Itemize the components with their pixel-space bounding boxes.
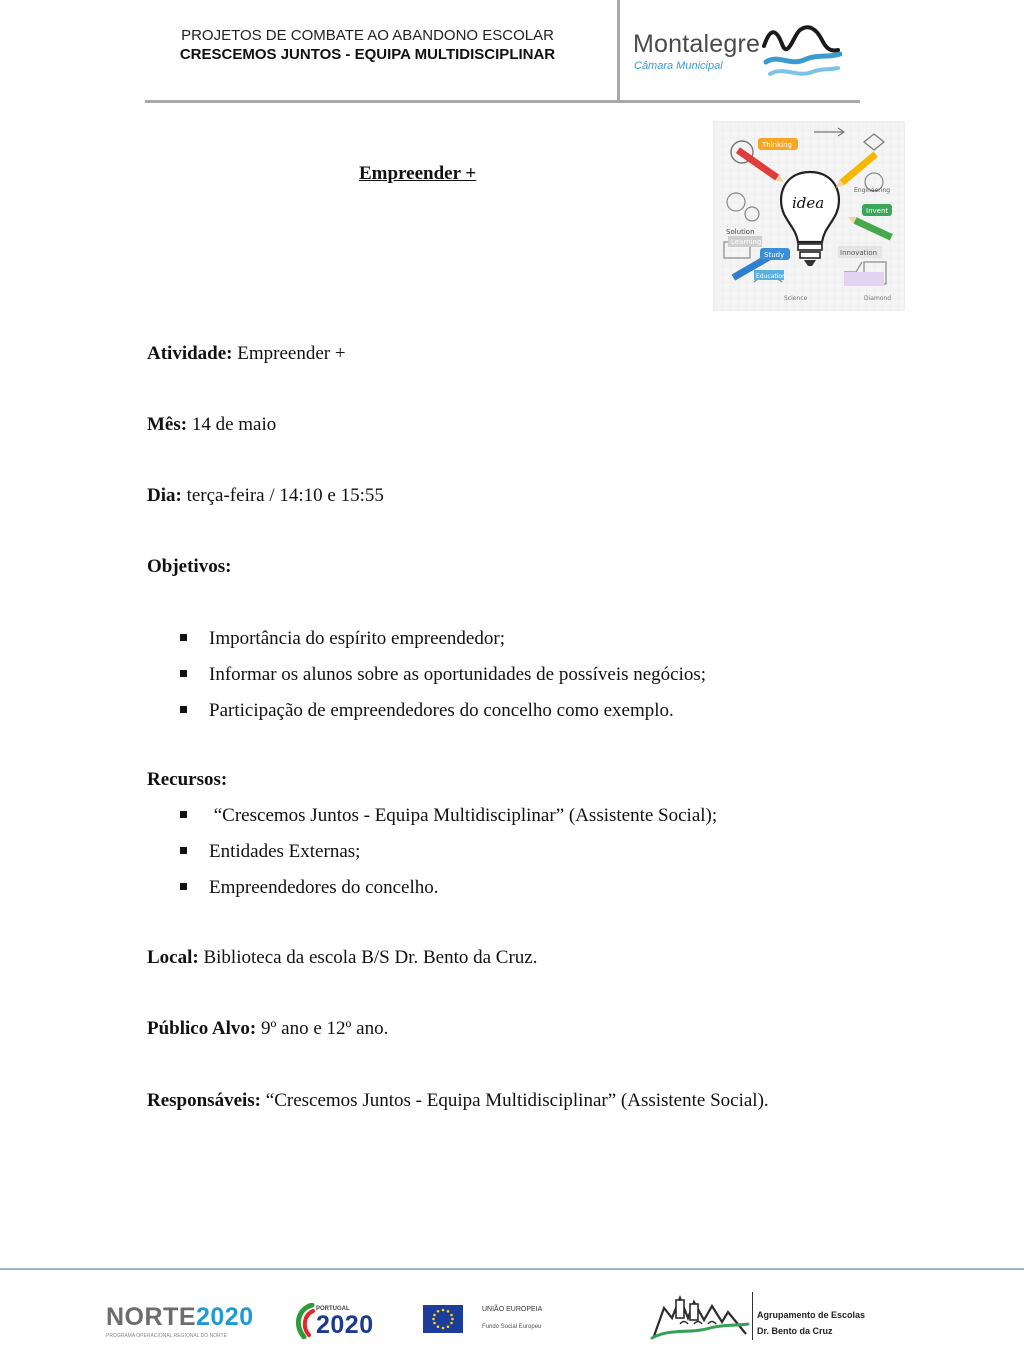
agrupamento-line-2: Dr. Bento da Cruz bbox=[757, 1326, 833, 1336]
recursos-label: Recursos: bbox=[147, 769, 228, 790]
portugal-logo-small: PORTUGAL bbox=[316, 1306, 350, 1312]
local-label: Local: bbox=[147, 947, 199, 968]
bullet-square-icon bbox=[180, 811, 187, 818]
document-title: Empreender + bbox=[359, 163, 477, 184]
mes-value: 14 de maio bbox=[191, 414, 277, 435]
publico-label: Público Alvo: bbox=[147, 1018, 257, 1039]
bullet-square-icon bbox=[180, 670, 187, 677]
list-item: Empreendedores do concelho. bbox=[180, 876, 717, 912]
portugal-flag-icon bbox=[294, 1303, 316, 1339]
montalegre-logo-word: Montalegre bbox=[633, 30, 761, 58]
footer-divider bbox=[0, 1268, 1024, 1270]
solution-word: Solution bbox=[726, 228, 755, 236]
norte-logo-subtitle: PROGRAMA OPERACIONAL REGIONAL DO NORTE bbox=[106, 1333, 227, 1339]
list-item: “Crescemos Juntos - Equipa Multidisciplinar” (Assistente Social); bbox=[180, 804, 717, 840]
eu-logo-title: UNIÃO EUROPEIA bbox=[482, 1306, 543, 1313]
portugal-logo-number: 2020 bbox=[316, 1311, 374, 1339]
field-recursos bbox=[147, 768, 227, 792]
responsaveis-label: Responsáveis: bbox=[147, 1090, 262, 1111]
education-word: Education bbox=[756, 273, 786, 280]
objetivos-list bbox=[180, 627, 706, 735]
header-line-2: CRESCEMOS JUNTOS - EQUIPA MULTIDISCIPLINAR bbox=[179, 46, 556, 63]
portugal2020-logo bbox=[294, 1301, 389, 1341]
field-local bbox=[147, 946, 537, 970]
eu-flag-icon bbox=[423, 1305, 463, 1333]
dia-label: Dia: bbox=[147, 485, 182, 506]
learning-word: Learning bbox=[731, 238, 762, 246]
thinking-word: Thinking bbox=[762, 141, 792, 149]
montalegre-mountain-icon bbox=[762, 22, 842, 84]
list-item: Participação de empreendedores do concelho como exemplo. bbox=[180, 699, 706, 735]
diamond-word: Diamond bbox=[864, 295, 892, 302]
bullet-square-icon bbox=[180, 883, 187, 890]
montalegre-logo-subtitle: Câmara Municipal bbox=[634, 60, 723, 72]
list-item: Entidades Externas; bbox=[180, 840, 717, 876]
lightbulb-icon bbox=[714, 122, 905, 311]
list-item: Importância do espírito empreendedor; bbox=[180, 627, 706, 663]
bullet-square-icon bbox=[180, 634, 187, 641]
atividade-value: Empreender + bbox=[237, 343, 346, 364]
bullet-square-icon bbox=[180, 847, 187, 854]
recursos-list bbox=[180, 804, 717, 912]
field-responsaveis bbox=[147, 1089, 769, 1113]
norte-logo-number: 2020 bbox=[196, 1303, 254, 1331]
publico-value: 9º ano e 12º ano. bbox=[261, 1018, 389, 1039]
invent-word: Invent bbox=[866, 207, 889, 215]
header-line-1: PROJETOS DE COMBATE AO ABANDONO ESCOLAR bbox=[181, 27, 554, 44]
atividade-label: Atividade: bbox=[147, 343, 233, 364]
field-atividade bbox=[147, 342, 346, 366]
agrupamento-line-1: Agrupamento de Escolas bbox=[757, 1310, 866, 1320]
engineering-word: Engineering bbox=[854, 187, 890, 194]
header-title-block bbox=[120, 26, 615, 64]
innovation-word: Innovation bbox=[840, 249, 878, 257]
mes-label: Mês: bbox=[147, 414, 188, 435]
dia-value: terça-feira / 14:10 e 15:55 bbox=[186, 485, 384, 506]
responsaveis-value: “Crescemos Juntos - Equipa Multidisciplinar” (Assistente Social). bbox=[265, 1090, 769, 1111]
list-item: Informar os alunos sobre as oportunidades de possíveis negócios; bbox=[180, 663, 706, 699]
field-objetivos bbox=[147, 555, 231, 579]
study-word: Study bbox=[764, 251, 785, 259]
agrupamento-logo-text bbox=[757, 1307, 865, 1339]
header-vertical-divider bbox=[617, 0, 620, 101]
objetivos-label: Objetivos: bbox=[147, 556, 232, 577]
norte2020-logo bbox=[106, 1303, 254, 1339]
agrupamento-divider bbox=[752, 1292, 753, 1340]
idea-word: idea bbox=[792, 194, 825, 212]
school-castle-icon bbox=[650, 1290, 750, 1340]
local-value: Biblioteca da escola B/S Dr. Bento da Cruz. bbox=[203, 947, 538, 968]
bullet-square-icon bbox=[180, 706, 187, 713]
idea-lightbulb-illustration bbox=[713, 121, 905, 311]
montalegre-logo bbox=[630, 22, 845, 82]
norte-logo-word: NORTE bbox=[106, 1303, 196, 1331]
eu-logo-subtitle: Fundo Social Europeu bbox=[482, 1324, 542, 1330]
field-publico-alvo bbox=[147, 1017, 388, 1041]
science-word: Science bbox=[784, 295, 808, 302]
header-divider bbox=[145, 100, 860, 103]
field-dia bbox=[147, 484, 384, 508]
field-mes bbox=[147, 413, 276, 437]
